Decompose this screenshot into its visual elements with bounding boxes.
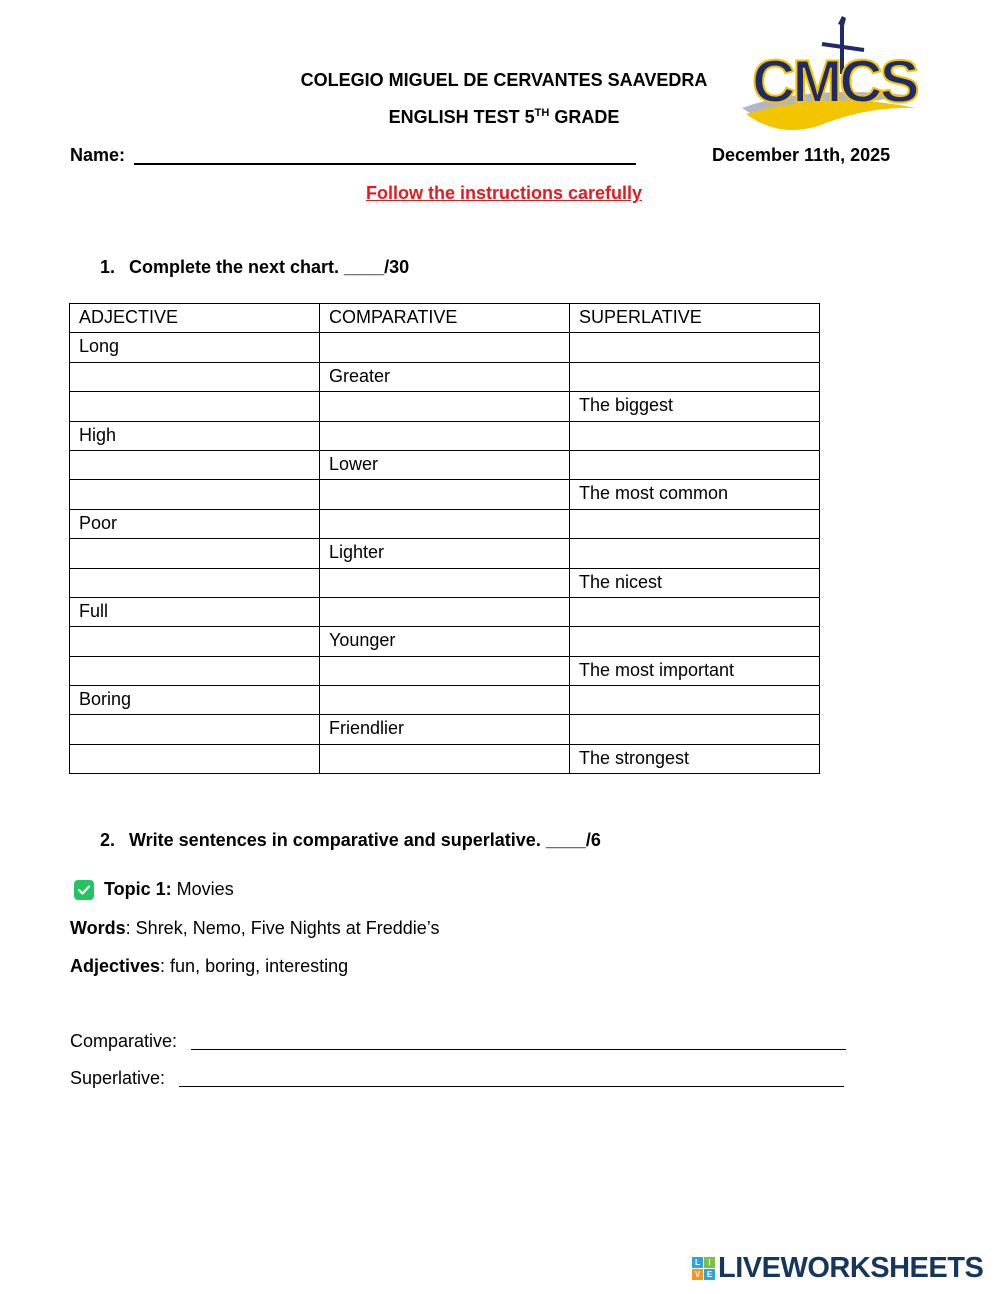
- chart-answer-cell[interactable]: [320, 686, 570, 715]
- question-1-number: 1.: [100, 257, 116, 277]
- chart-cell: The biggest: [570, 392, 820, 421]
- chart-cell: High: [70, 421, 320, 450]
- chart-header-cell: ADJECTIVE: [70, 304, 320, 333]
- chart-answer-cell[interactable]: [570, 715, 820, 744]
- words-line: [70, 918, 439, 939]
- question-2-number: 2.: [100, 830, 116, 850]
- question-1: [100, 257, 409, 278]
- liveworksheets-brand: [692, 1252, 983, 1285]
- adjectives-line: [70, 956, 348, 977]
- chart-cell: Lower: [320, 450, 570, 479]
- chart-answer-cell[interactable]: [70, 539, 320, 568]
- chart-row: [70, 597, 820, 626]
- adjectives-value: : fun, boring, interesting: [160, 956, 349, 976]
- chart-cell: The most important: [570, 656, 820, 685]
- chart-header-cell: SUPERLATIVE: [570, 304, 820, 333]
- superlative-label: Superlative:: [70, 1068, 166, 1088]
- chart-answer-cell[interactable]: [570, 362, 820, 391]
- logo-letter: I: [704, 1257, 715, 1268]
- chart-answer-cell[interactable]: [70, 362, 320, 391]
- chart-header-row: [70, 304, 820, 333]
- chart-answer-cell[interactable]: [570, 450, 820, 479]
- logo-letter: V: [692, 1269, 703, 1280]
- comparative-label: Comparative:: [70, 1031, 178, 1051]
- chart-cell: Greater: [320, 362, 570, 391]
- chart-row: [70, 362, 820, 391]
- chart-row: [70, 656, 820, 685]
- chart-cell: Lighter: [320, 539, 570, 568]
- chart-answer-cell[interactable]: [70, 627, 320, 656]
- check-box-icon: [74, 880, 94, 900]
- chart-answer-cell[interactable]: [320, 656, 570, 685]
- words-label: Words: [70, 918, 126, 938]
- chart-header-cell: COMPARATIVE: [320, 304, 570, 333]
- chart-row: [70, 715, 820, 744]
- chart-answer-cell[interactable]: [320, 597, 570, 626]
- logo-letter: L: [692, 1257, 703, 1268]
- chart-answer-cell[interactable]: [70, 450, 320, 479]
- topic-label: Topic 1:: [104, 879, 172, 899]
- chart-answer-cell[interactable]: [70, 744, 320, 773]
- school-name: COLEGIO MIGUEL DE CERVANTES SAAVEDRA: [300, 70, 708, 90]
- chart-cell: Poor: [70, 509, 320, 538]
- chart-answer-cell[interactable]: [70, 656, 320, 685]
- chart-row: [70, 480, 820, 509]
- chart-row: [70, 744, 820, 773]
- name-label: Name:: [70, 145, 126, 165]
- chart-cell: Younger: [320, 627, 570, 656]
- chart-answer-cell[interactable]: [320, 421, 570, 450]
- chart-answer-cell[interactable]: [570, 686, 820, 715]
- chart-answer-cell[interactable]: [320, 480, 570, 509]
- chart-cell: Boring: [70, 686, 320, 715]
- chart-answer-cell[interactable]: [320, 568, 570, 597]
- chart-row: [70, 627, 820, 656]
- chart-row: [70, 421, 820, 450]
- name-line[interactable]: [134, 163, 636, 165]
- chart-answer-cell[interactable]: [320, 392, 570, 421]
- chart-answer-cell[interactable]: [570, 539, 820, 568]
- question-2: [100, 830, 601, 851]
- chart-row: [70, 509, 820, 538]
- chart-cell: Long: [70, 333, 320, 362]
- chart-row: [70, 392, 820, 421]
- test-title-sup: TH: [534, 107, 550, 119]
- chart-cell: Full: [70, 597, 320, 626]
- chart-cell: The strongest: [570, 744, 820, 773]
- school-logo: [738, 14, 920, 136]
- liveworksheets-text: LIVEWORKSHEETS: [718, 1252, 984, 1284]
- chart-answer-cell[interactable]: [570, 627, 820, 656]
- words-value: : Shrek, Nemo, Five Nights at Freddie’s: [125, 918, 440, 938]
- chart-answer-cell[interactable]: [320, 333, 570, 362]
- liveworksheets-logo-icon: [692, 1257, 715, 1280]
- comparative-answer-line[interactable]: [191, 1049, 846, 1050]
- chart-cell: The nicest: [570, 568, 820, 597]
- topic-value: Movies: [171, 879, 234, 899]
- chart-row: [70, 686, 820, 715]
- chart-answer-cell[interactable]: [70, 715, 320, 744]
- topic-1: [70, 879, 234, 900]
- chart-row: [70, 568, 820, 597]
- chart-answer-cell[interactable]: [570, 597, 820, 626]
- chart-row: [70, 450, 820, 479]
- chart-answer-cell[interactable]: [70, 568, 320, 597]
- test-date: December 11th, 2025: [712, 145, 891, 165]
- test-title-post: GRADE: [549, 107, 620, 127]
- chart-cell: The most common: [570, 480, 820, 509]
- superlative-answer-line[interactable]: [179, 1086, 844, 1087]
- adjectives-label: Adjectives: [70, 956, 161, 976]
- chart-answer-cell[interactable]: [570, 421, 820, 450]
- chart-cell: Friendlier: [320, 715, 570, 744]
- chart-answer-cell[interactable]: [570, 333, 820, 362]
- adjective-chart: [69, 303, 820, 774]
- chart-answer-cell[interactable]: [320, 509, 570, 538]
- instructions: Follow the instructions carefully: [365, 183, 643, 203]
- test-title-pre: ENGLISH TEST 5: [388, 107, 535, 127]
- logo-text: CMCS: [752, 48, 917, 115]
- chart-answer-cell[interactable]: [70, 392, 320, 421]
- chart-answer-cell[interactable]: [70, 480, 320, 509]
- chart-answer-cell[interactable]: [570, 509, 820, 538]
- chart-answer-cell[interactable]: [320, 744, 570, 773]
- chart-row: [70, 539, 820, 568]
- question-1-text: Complete the next chart. ____/30: [129, 257, 410, 277]
- question-2-text: Write sentences in comparative and superlative. ____/6: [129, 830, 601, 850]
- logo-letter: E: [704, 1269, 715, 1280]
- chart-row: [70, 333, 820, 362]
